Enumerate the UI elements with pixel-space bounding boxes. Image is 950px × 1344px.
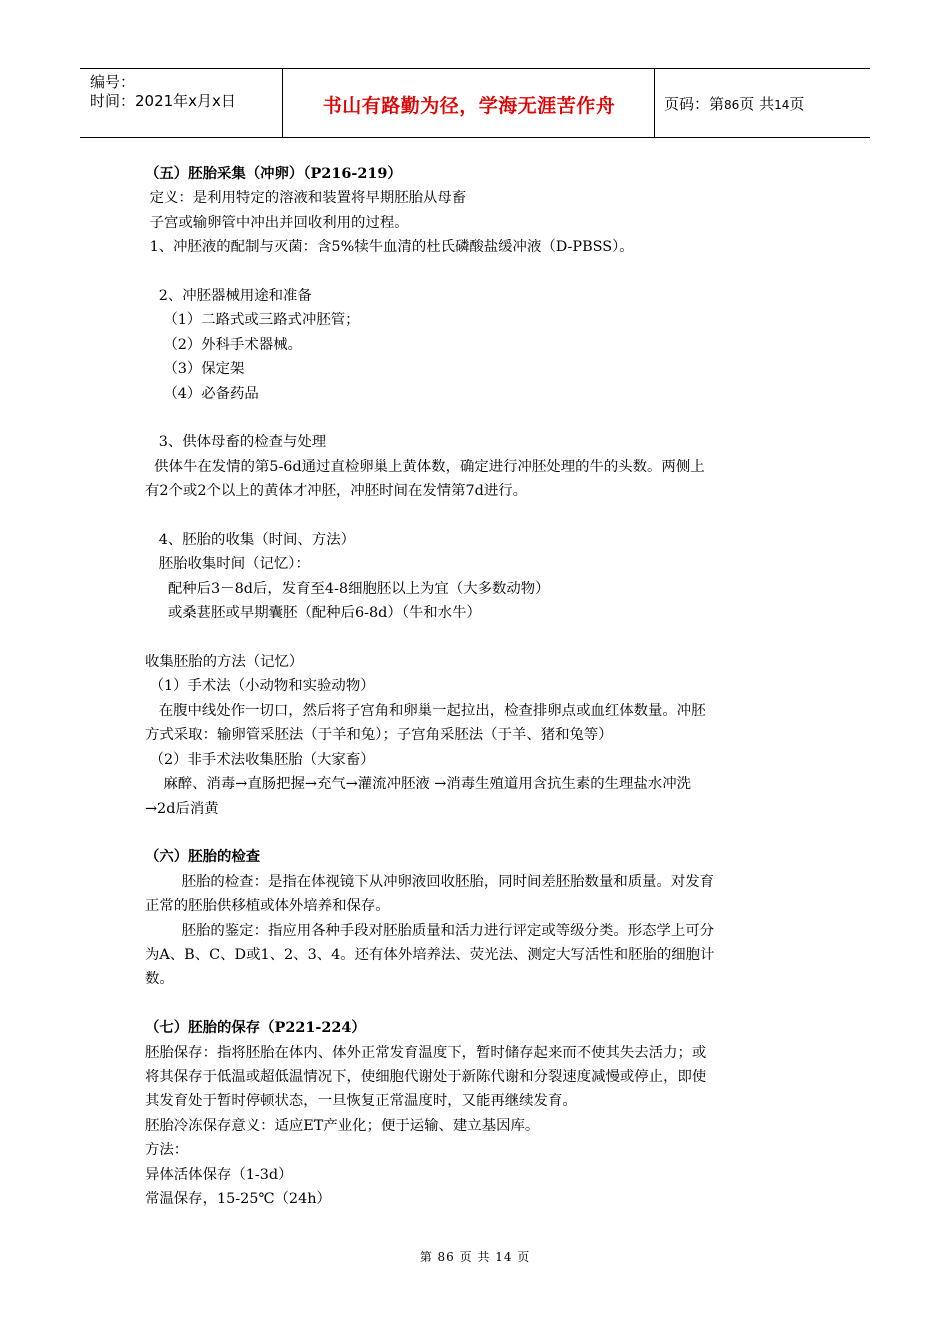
header-meta: [90, 73, 236, 111]
document-body: [145, 162, 810, 1211]
header-page-info: [664, 93, 804, 114]
list-item: （3）保定架: [145, 361, 245, 378]
paragraph-line: 在腹中线处作一切口，然后将子宫角和卵巢一起拉出，检查排卵点或血红体数量。冲胚: [145, 702, 706, 719]
paragraph-line: 胚胎的检查：是指在体视镜下从冲卵液回收胚胎，同时间差胚胎数量和质量。对发育: [145, 873, 715, 890]
header-divider: [282, 69, 283, 137]
paragraph-line: （2）非手术法收集胚胎（大家畜）: [145, 751, 375, 768]
paragraph-line: 方式采取：输卵管采胚法（于羊和兔）；子宫角采胚法（于羊、猪和兔等）: [145, 727, 613, 744]
page-total: 14: [774, 98, 790, 112]
page-header: [80, 68, 870, 138]
paragraph-line: 4、胚胎的收集（时间、方法）: [145, 532, 355, 549]
section-heading: （五）胚胎采集（冲卵）（P216-219）: [145, 165, 402, 182]
paragraph-line: 异体活体保存（1-3d）: [145, 1166, 293, 1183]
paragraph-line: 1、冲胚液的配制与灭菌：含5%犊牛血清的杜氏磷酸盐缓冲液（D-PBSS）。: [145, 239, 634, 256]
date-label: 时间：2021年x月x日: [90, 92, 236, 110]
section-heading: （六）胚胎的检查: [145, 848, 261, 866]
page-suffix: 页: [789, 95, 805, 113]
paragraph-line: 有2个或2个以上的黄体才冲胚，冲胚时间在发情第7d进行。: [145, 483, 528, 500]
paragraph-line: 收集胚胎的方法（记忆）: [145, 654, 304, 671]
page-mid: 页 共: [739, 95, 775, 113]
paragraph-line: 胚胎冷冻保存意义：适应ET产业化；便于运输、建立基因库。: [145, 1117, 540, 1134]
header-divider: [654, 69, 655, 137]
paragraph-line: 或桑葚胚或早期囊胚（配种后6-8d）（牛和水牛）: [145, 605, 481, 622]
paragraph-line: 其发育处于暂时停顿状态，一旦恢复正常温度时，又能再继续发育。: [145, 1093, 577, 1110]
paragraph-line: 配种后3－8d后，发育至4-8细胞胚以上为宜（大多数动物）: [145, 580, 550, 597]
list-item: （4）必备药品: [145, 385, 259, 402]
paragraph-line: （1）手术法（小动物和实验动物）: [145, 678, 375, 695]
section-heading: （七）胚胎的保存（P221-224）: [145, 1019, 366, 1037]
serial-number-label: 编号：: [90, 73, 136, 91]
page-prefix: 页码：第: [664, 95, 725, 113]
paragraph-line: 麻醉、消毒→直肠把握→充气→灌流冲胚液 →消毒生殖道用含抗生素的生理盐水冲洗: [145, 776, 692, 793]
paragraph-line: 胚胎保存：指将胚胎在体内、体外正常发育温度下，暂时储存起来而不使其失去活力；或: [145, 1044, 707, 1061]
page-footer: 第 86 页 共 14 页: [419, 1250, 531, 1264]
paragraph-line: 2、冲胚器械用途和准备: [145, 288, 312, 305]
paragraph-line: 正常的胚胎供移植或体外培养和保存。: [145, 898, 390, 915]
paragraph-line: 胚胎的鉴定：指应用各种手段对胚胎质量和活力进行评定或等级分类。形态学上可分: [145, 922, 715, 939]
paragraph-line: 方法：: [145, 1142, 189, 1159]
page-number: 86: [724, 98, 740, 112]
list-item: （2）外科手术器械。: [145, 336, 302, 353]
header-motto: 书山有路勤为径，学海无涯苦作舟: [322, 95, 616, 117]
paragraph-line: 供体牛在发情的第5-6d通过直检卵巢上黄体数，确定进行冲胚处理的牛的头数。两侧上: [145, 458, 705, 475]
paragraph-line: 3、供体母畜的检查与处理: [145, 434, 327, 451]
paragraph-line: 定义：是利用特定的溶液和装置将早期胚胎从母畜: [145, 190, 467, 207]
paragraph-line: 将其保存于低温或超低温情况下，使细胞代谢处于新陈代谢和分裂速度减慢或停止，即使: [145, 1068, 707, 1085]
paragraph-line: →2d后消黄: [145, 800, 219, 817]
paragraph-line: 数。: [145, 971, 174, 988]
paragraph-line: 胚胎收集时间（记忆）：: [145, 556, 310, 573]
list-item: （1）二路式或三路式冲胚管；: [145, 312, 360, 329]
paragraph-line: 为A、B、C、D或1、2、3、4。还有体外培养法、荧光法、测定大写活性和胚胎的细胞计: [145, 946, 715, 963]
paragraph-line: 子宫或输卵管中冲出并回收利用的过程。: [145, 214, 409, 231]
paragraph-line: 常温保存，15-25℃（24h）: [145, 1190, 331, 1207]
